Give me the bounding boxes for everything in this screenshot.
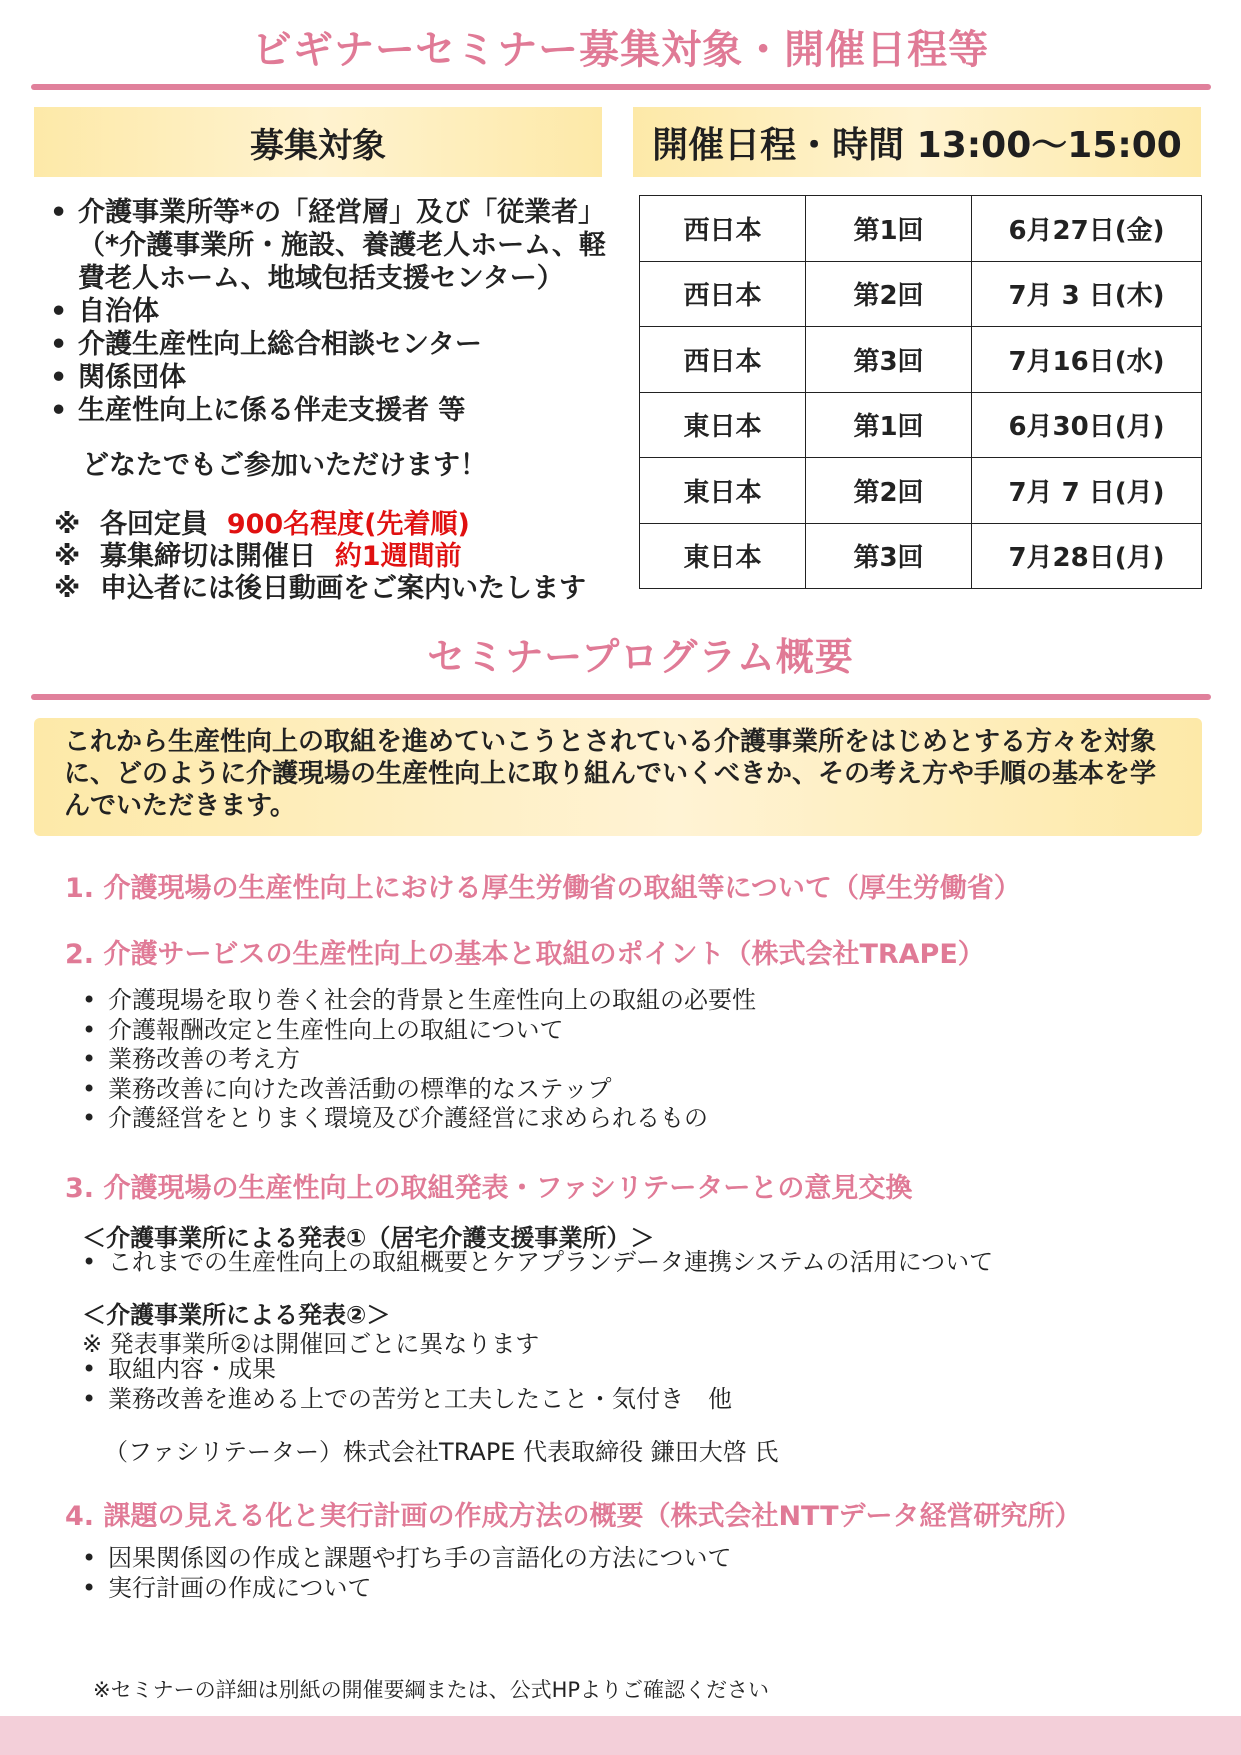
title-divider <box>31 84 1211 90</box>
list-item: • 介護経営をとりまく環境及び介護経営に求められるもの <box>82 1104 756 1134</box>
date-cell: 7月 3 日(木) <box>972 261 1202 327</box>
list-item: • 関係団体 <box>50 361 610 394</box>
note-highlight: 約1週間前 <box>334 541 462 572</box>
note-text: 各回定員 <box>100 509 208 540</box>
note-text: 募集締切は開催日 <box>100 541 316 572</box>
table-row <box>640 196 1202 262</box>
section-title-3: 3. 介護現場の生産性向上の取組発表・ファシリテーターとの意見交換 <box>65 1173 913 1204</box>
presentation-1-heading: ＜介護事業所による発表①（居宅介護支援事業所）＞ <box>82 1224 655 1252</box>
schedule-heading: 開催日程・時間 13:00～15:00 <box>633 107 1201 177</box>
note-text: 申込者には後日動画をご案内いたします <box>100 573 586 604</box>
date-cell: 7月16日(水) <box>972 327 1202 393</box>
presentation-1-list <box>82 1248 993 1278</box>
list-item: • 取組内容・成果 <box>82 1355 732 1385</box>
round-cell: 第1回 <box>806 196 972 262</box>
date-cell: 7月28日(月) <box>972 523 1202 589</box>
bottom-bar <box>0 1716 1241 1755</box>
page-title: ビギナーセミナー募集対象・開催日程等 <box>251 27 990 73</box>
program-title: セミナープログラム概要 <box>427 635 854 679</box>
welcome-message: どなたでもご参加いただけます！ <box>82 450 487 481</box>
round-cell: 第1回 <box>806 392 972 458</box>
date-cell: 6月27日(金) <box>972 196 1202 262</box>
schedule-table <box>639 195 1202 589</box>
table-row <box>640 261 1202 327</box>
region-cell: 西日本 <box>640 327 806 393</box>
table-row <box>640 392 1202 458</box>
note-mark: ※ <box>54 573 81 604</box>
presentation-2-note: ※ 発表事業所②は開催回ごとに異なります <box>82 1330 540 1358</box>
round-cell: 第2回 <box>806 458 972 524</box>
list-item: • 介護現場を取り巻く社会的背景と生産性向上の取組の必要性 <box>82 986 756 1016</box>
list-item: • 介護事業所等*の「経営層」及び「従業者」（*介護事業所・施設、養護老人ホーム、軽費老人ホーム、地域包括支援センター） <box>50 196 610 295</box>
list-item: • 業務改善に向けた改善活動の標準的なステップ <box>82 1075 756 1105</box>
list-item: • 生産性向上に係る伴走支援者 等 <box>50 394 610 427</box>
presentation-2-list <box>82 1355 732 1414</box>
note-mark: ※ <box>54 541 81 572</box>
list-item: • これまでの生産性向上の取組概要とケアプランデータ連携システムの活用について <box>82 1248 993 1278</box>
presentation-2-heading: ＜介護事業所による発表②＞ <box>82 1301 391 1329</box>
list-item: • 業務改善を進める上での苦労と工夫したこと・気付き 他 <box>82 1385 732 1415</box>
note-highlight: 900名程度(先着順) <box>226 509 470 540</box>
section-4-list <box>82 1544 732 1603</box>
region-cell: 東日本 <box>640 523 806 589</box>
target-list <box>50 196 610 427</box>
table-row <box>640 458 1202 524</box>
round-cell: 第3回 <box>806 523 972 589</box>
list-item: • 介護生産性向上総合相談センター <box>50 328 610 361</box>
region-cell: 西日本 <box>640 196 806 262</box>
region-cell: 東日本 <box>640 392 806 458</box>
list-item: • 業務改善の考え方 <box>82 1045 756 1075</box>
footer-note: ※セミナーの詳細は別紙の開催要綱または、公式HPよりご確認ください <box>93 1678 770 1702</box>
section-title-2: 2. 介護サービスの生産性向上の基本と取組のポイント（株式会社TRAPE） <box>65 939 985 970</box>
section-2-list <box>82 986 756 1134</box>
program-divider <box>31 694 1211 700</box>
round-cell: 第3回 <box>806 327 972 393</box>
table-row <box>640 523 1202 589</box>
facilitator-line: （ファシリテーター）株式会社TRAPE 代表取締役 鎌田大啓 氏 <box>104 1438 779 1466</box>
region-cell: 東日本 <box>640 458 806 524</box>
date-cell: 6月30日(月) <box>972 392 1202 458</box>
recruit-heading: 募集対象 <box>34 107 602 177</box>
region-cell: 西日本 <box>640 261 806 327</box>
table-row <box>640 327 1202 393</box>
list-item: • 実行計画の作成について <box>82 1574 732 1604</box>
list-item: • 介護報酬改定と生産性向上の取組について <box>82 1016 756 1046</box>
date-cell: 7月 7 日(月) <box>972 458 1202 524</box>
note-mark: ※ <box>54 509 81 540</box>
round-cell: 第2回 <box>806 261 972 327</box>
section-title-4: 4. 課題の見える化と実行計画の作成方法の概要（株式会社NTTデータ経営研究所） <box>65 1501 1082 1532</box>
section-title-1: 1. 介護現場の生産性向上における厚生労働省の取組等について（厚生労働省） <box>65 873 1021 904</box>
list-item: • 自治体 <box>50 295 610 328</box>
program-intro: これから生産性向上の取組を進めていこうとされている介護事業所をはじめとする方々を対象に、どのように介護現場の生産性向上に取り組んでいくべきか、その考え方や手順の基本を学んでいただきます。 <box>34 718 1202 836</box>
video-note <box>54 566 586 605</box>
list-item: • 因果関係図の作成と課題や打ち手の言語化の方法について <box>82 1544 732 1574</box>
